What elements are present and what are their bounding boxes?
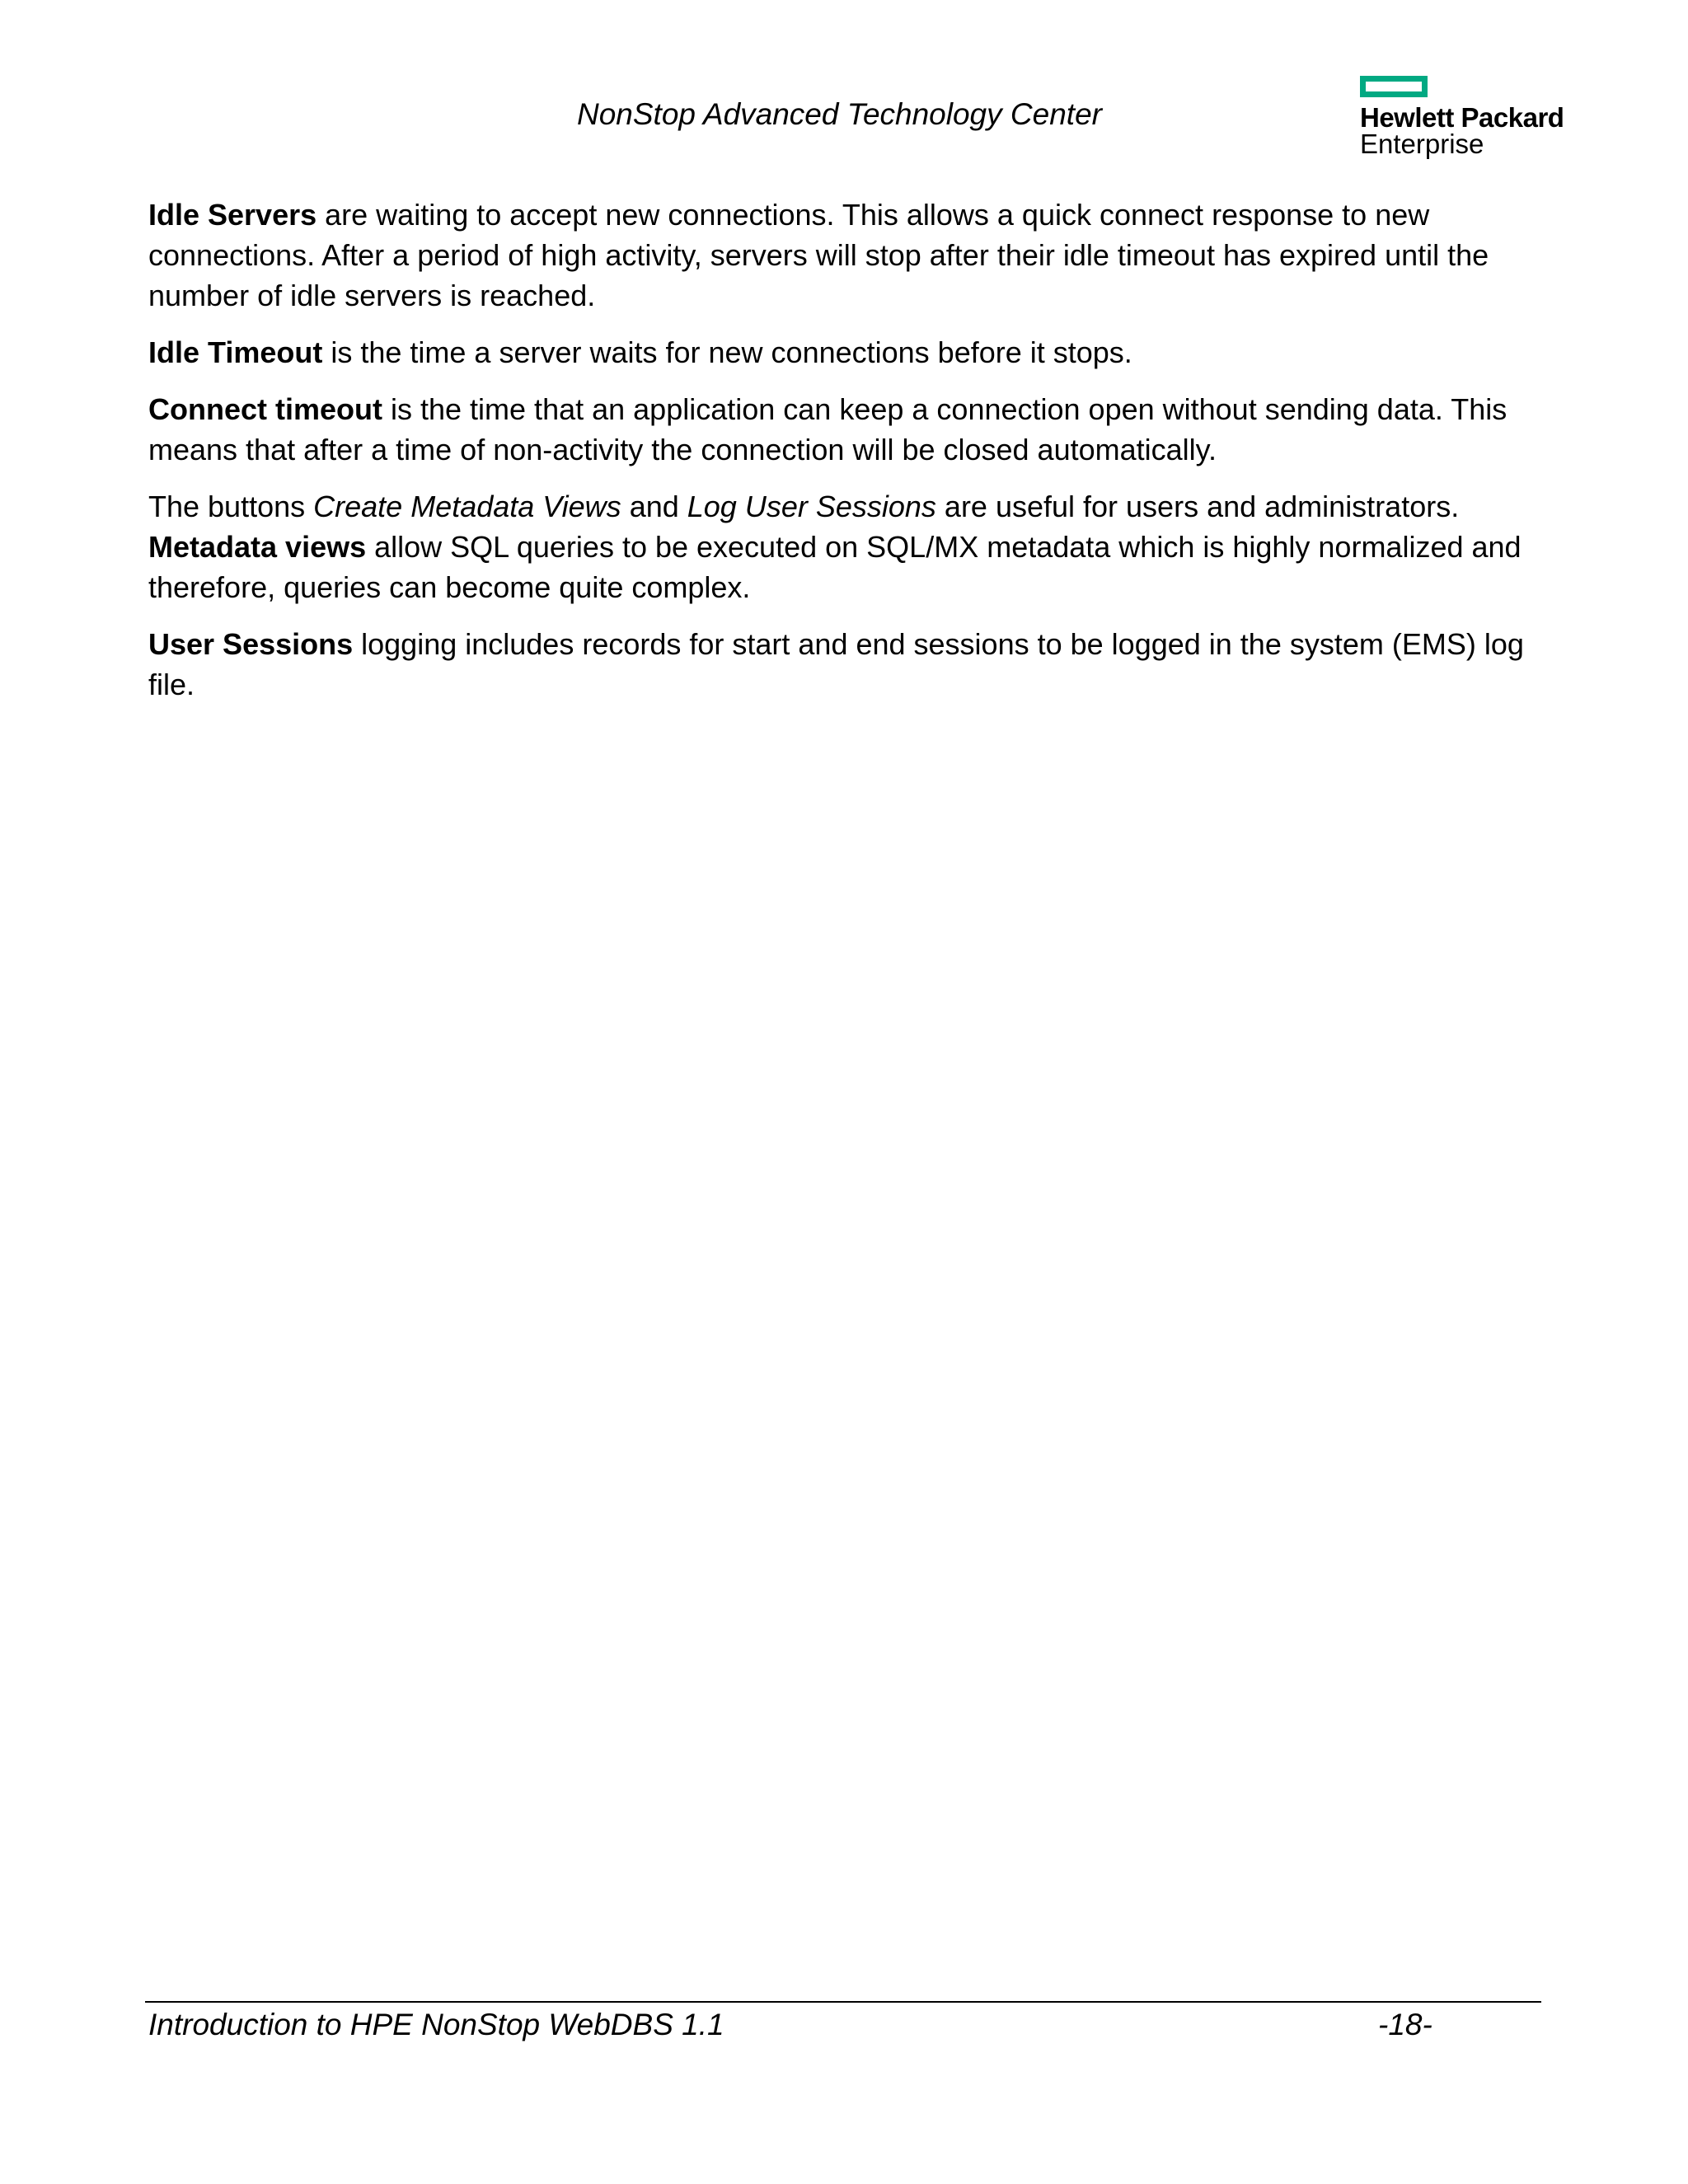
document-body bbox=[148, 194, 1541, 721]
hpe-logo bbox=[1360, 76, 1574, 166]
paragraph-user-sessions bbox=[148, 624, 1541, 705]
footer-page-number: -18- bbox=[1378, 2008, 1432, 2041]
paragraph-idle-servers bbox=[148, 194, 1541, 316]
text-buttons-mid: and bbox=[621, 490, 687, 523]
header-title: NonStop Advanced Technology Center bbox=[577, 97, 1102, 131]
button-name-create-metadata-views: Create Metadata Views bbox=[313, 490, 621, 523]
page-header bbox=[0, 0, 1688, 165]
text-metadata-views: allow SQL queries to be executed on SQL/MX metadata which is highly normalized and therefore, queries can become quite complex. bbox=[148, 530, 1522, 604]
footer-divider bbox=[145, 2001, 1541, 2003]
text-buttons-prefix: The buttons bbox=[148, 490, 314, 523]
logo-text-line1: Hewlett Packard bbox=[1360, 102, 1564, 133]
paragraph-connect-timeout bbox=[148, 389, 1541, 470]
term-user-sessions: User Sessions bbox=[148, 627, 354, 661]
text-idle-servers: are waiting to accept new connections. This allows a quick connect response to new connections. After a period of high activity, servers will stop after their idle timeout has expired until the number of idle servers is reached. bbox=[148, 198, 1489, 312]
hpe-rectangle-logo-icon bbox=[1360, 76, 1428, 97]
footer-doc-title: Introduction to HPE NonStop WebDBS 1.1 bbox=[148, 2008, 724, 2041]
term-idle-timeout: Idle Timeout bbox=[148, 335, 323, 369]
text-connect-timeout: is the time that an application can keep a connection open without sending data. This means that after a time of non-activity the connection will be closed automatically. bbox=[148, 392, 1507, 466]
button-name-log-user-sessions: Log User Sessions bbox=[687, 490, 936, 523]
paragraph-idle-timeout bbox=[148, 332, 1541, 373]
term-metadata-views: Metadata views bbox=[148, 530, 367, 564]
term-connect-timeout: Connect timeout bbox=[148, 392, 382, 426]
text-buttons-suffix: are useful for users and administrators. bbox=[935, 490, 1460, 523]
text-user-sessions: logging includes records for start and end sessions to be logged in the system (EMS) log file. bbox=[148, 627, 1524, 701]
text-idle-timeout: is the time a server waits for new connections before it stops. bbox=[322, 335, 1132, 369]
term-idle-servers: Idle Servers bbox=[148, 198, 317, 232]
paragraph-metadata-views bbox=[148, 486, 1541, 607]
logo-text-line2: Enterprise bbox=[1360, 129, 1484, 159]
